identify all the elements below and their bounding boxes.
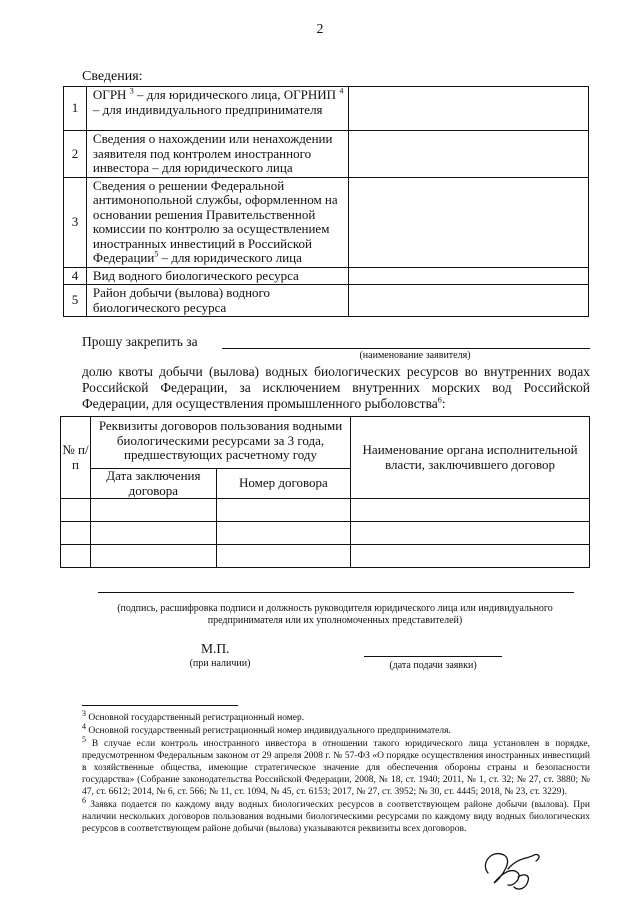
- row-label: ОГРН $^3$ – для юридического лица, ОГРНИП $^4$ – для индивидуального предпринимателя: [86, 87, 348, 131]
- stamp-caption: (при наличии): [189, 658, 251, 669]
- col-date-header: Дата заключения договора: [90, 469, 216, 499]
- row-value-cell[interactable]: [349, 267, 589, 285]
- col-number-header: Номер договора: [216, 469, 350, 499]
- row-number: 2: [64, 131, 87, 178]
- table-row: [61, 545, 590, 568]
- footnote: $^3$ Основной государственный регистрационный номер.: [82, 708, 305, 723]
- footnote: $^6$ Заявка подается по каждому виду водных биологических ресурсов в соответствующем районе добычи (вылова). При наличии нескольких договоров пользования водными биологическими ресурсами по каждому виду водных биологических ресурсов в соответствующем районе добычи (вылова) указываются реквизиты всех договоров.: [82, 795, 590, 834]
- table-row: [61, 499, 590, 522]
- row-number: 4: [64, 267, 87, 285]
- footnotes: [82, 708, 590, 836]
- section-heading: Сведения:: [82, 69, 143, 84]
- contracts-table: [60, 416, 590, 568]
- info-row: [64, 177, 589, 267]
- info-row: [64, 285, 589, 317]
- col-group-header: Реквизиты договоров пользования водными биологическими ресурсами за 3 года, предшествующих расчетному году: [90, 417, 350, 469]
- info-row: [64, 87, 589, 131]
- row-number: 3: [64, 177, 87, 267]
- row-value-cell[interactable]: [349, 285, 589, 317]
- info-row: [64, 131, 589, 178]
- col-authority-header: Наименование органа исполнительной власти, заключившего договор: [351, 417, 590, 499]
- applicant-name-caption: (наименование заявителя): [359, 350, 471, 361]
- row-value-cell[interactable]: [349, 177, 589, 267]
- row-value-cell[interactable]: [349, 131, 589, 178]
- col-num-header: № п/п: [61, 417, 91, 499]
- row-number: 1: [64, 87, 87, 131]
- footnote-separator: [82, 705, 238, 706]
- date-caption: (дата подачи заявки): [389, 660, 477, 671]
- row-value-cell[interactable]: [349, 87, 589, 131]
- footnote: $^4$ Основной государственный регистрационный номер индивидуального предпринимателя.: [82, 721, 451, 736]
- signature-line[interactable]: [98, 592, 574, 593]
- row-label: Сведения о решении Федеральной антимонопольной службы, оформленном на основании решения Правительственной комиссии по контролю за осуществлением иностранных инвестиций в Российской Федерации$^5$ – для юридического лица: [86, 177, 348, 267]
- row-label: Вид водного биологического ресурса: [86, 267, 348, 285]
- page-number: 2: [316, 22, 324, 37]
- footnote: $^5$ В случае если контроль иностранного инвестора в отношении такого юридического лица установлен в порядке, предусмотренном Федеральным законом от 29 апреля 2008 г. № 57-ФЗ «О порядке осуществления иностранных инвестиций в хозяйственные общества, имеющие стратегическое значение для обеспечения обороны страны и безопасности государства» (Собрание законодательства Российской Федерации, 2008, № 18, ст. 1940; 2011, № 1, ст. 32; № 27, ст. 3880; № 47, ст. 6612; 2014, № 6, ст. 566; № 11, ст. 1094, № 45, ст. 6153; 2017, № 27, ст. 3952; № 30, ст. 4445; 2018, № 23, ст. 3229).: [82, 734, 590, 797]
- info-row: [64, 267, 589, 285]
- table-row: [61, 522, 590, 545]
- handwritten-signature: [478, 843, 550, 895]
- request-paragraph: долю квоты добычи (вылова) водных биологических ресурсов во внутренних водах Российской Федерации, за исключением внутренних морских вод Российской Федерации, для осуществления промышленного рыболовства$^6$:: [82, 364, 590, 411]
- info-table: [63, 86, 589, 317]
- applicant-name-line[interactable]: [222, 348, 590, 349]
- row-label: Сведения о нахождении или ненахождении заявителя под контролем иностранного инвестора – для юридического лица: [86, 131, 348, 178]
- date-line[interactable]: [364, 656, 502, 657]
- request-prefix: Прошу закрепить за: [82, 334, 198, 349]
- stamp-label: М.П.: [201, 641, 230, 656]
- row-label: Район добычи (вылова) водного биологического ресурса: [86, 285, 348, 317]
- signature-caption: (подпись, расшифровка подписи и должность руководителя юридического лица или индивидуального предпринимателя или их уполномоченных представителей): [117, 603, 553, 626]
- row-number: 5: [64, 285, 87, 317]
